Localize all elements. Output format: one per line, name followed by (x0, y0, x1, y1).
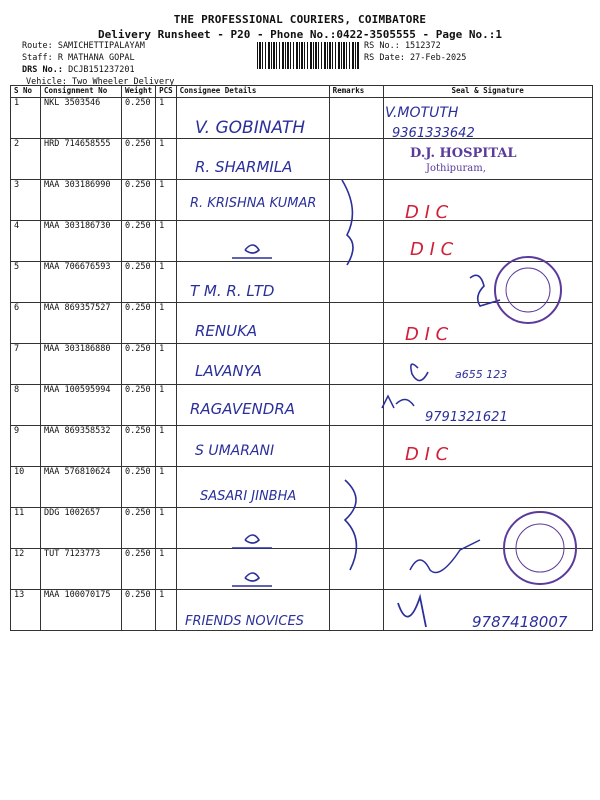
sno-cell: 8 (11, 385, 41, 426)
pcs-cell: 1 (156, 98, 177, 139)
hw-consignee-7: LAVANYA (195, 362, 262, 380)
staff-line: Staff: R MATHANA GOPAL (22, 53, 135, 63)
runsheet-table (10, 85, 593, 631)
drs-value: DCJB151237201 (68, 65, 135, 75)
barcode (257, 42, 359, 69)
table-row (11, 221, 593, 262)
pcs-cell: 1 (156, 180, 177, 221)
sno-cell: 10 (11, 467, 41, 508)
consignment-cell: MAA 303186730 (41, 221, 122, 262)
consignment-cell: MAA 303186880 (41, 344, 122, 385)
sno-cell: 2 (11, 139, 41, 180)
consignee-cell (176, 426, 329, 467)
seal-signature-cell (383, 385, 592, 426)
consignment-cell: MAA 100070175 (41, 590, 122, 631)
route-line: Route: SAMICHETTIPALAYAM (22, 41, 145, 51)
weight-cell: 0.250 (122, 344, 156, 385)
weight-cell: 0.250 (122, 98, 156, 139)
remarks-cell (329, 549, 383, 590)
table-row (11, 344, 593, 385)
consignee-cell (176, 590, 329, 631)
weight-cell: 0.250 (122, 426, 156, 467)
hw-dic-4: D I C (410, 239, 454, 260)
seal-signature-cell (383, 426, 592, 467)
pcs-cell: 1 (156, 426, 177, 467)
pcs-cell: 1 (156, 467, 177, 508)
seal-signature-cell (383, 590, 592, 631)
consignee-cell (176, 303, 329, 344)
remarks-cell (329, 262, 383, 303)
consignment-cell: MAA 869358532 (41, 426, 122, 467)
col-remarks: Remarks (329, 86, 383, 98)
pcs-cell: 1 (156, 590, 177, 631)
pcs-cell: 1 (156, 549, 177, 590)
pcs-cell: 1 (156, 385, 177, 426)
remarks-cell (329, 303, 383, 344)
table-row (11, 385, 593, 426)
vehicle-line: Vehicle: Two Wheeler Delivery (26, 77, 175, 87)
table-row (11, 262, 593, 303)
hw-consignee-10: SASARI JINBHA (200, 489, 297, 504)
sno-cell: 11 (11, 508, 41, 549)
sno-cell: 1 (11, 98, 41, 139)
table-header-row (11, 86, 593, 98)
pcs-cell: 1 (156, 344, 177, 385)
consignee-cell (176, 344, 329, 385)
weight-cell: 0.250 (122, 508, 156, 549)
consignee-cell (176, 262, 329, 303)
route-info (22, 40, 174, 88)
consignee-cell (176, 467, 329, 508)
remarks-cell (329, 344, 383, 385)
drs-line (22, 64, 174, 76)
table-row (11, 508, 593, 549)
remarks-cell (329, 385, 383, 426)
pcs-cell: 1 (156, 221, 177, 262)
consignee-cell (176, 139, 329, 180)
consignment-cell: MAA 869357527 (41, 303, 122, 344)
consignment-cell: TUT 7123773 (41, 549, 122, 590)
rs-date: RS Date: 27-Feb-2025 (364, 53, 467, 63)
consignment-cell: MAA 100595994 (41, 385, 122, 426)
consignment-cell: DDG 1002657 (41, 508, 122, 549)
hw-consignee-9: S UMARANI (195, 443, 275, 459)
seal-signature-cell (383, 98, 592, 139)
hw-consignee-8: RAGAVENDRA (190, 400, 296, 418)
hw-dic-6: D I C (405, 324, 449, 345)
consignee-cell (176, 508, 329, 549)
sno-cell: 12 (11, 549, 41, 590)
remarks-cell (329, 221, 383, 262)
hw-consignee-6: RENUKA (195, 322, 258, 340)
consignee-cell (176, 221, 329, 262)
sno-cell: 5 (11, 262, 41, 303)
hw-consignee-3: R. KRISHNA KUMAR (190, 196, 317, 211)
table-row (11, 303, 593, 344)
sno-cell: 13 (11, 590, 41, 631)
pcs-cell: 1 (156, 139, 177, 180)
consignee-cell (176, 385, 329, 426)
remarks-cell (329, 508, 383, 549)
pcs-cell: 1 (156, 508, 177, 549)
remarks-cell (329, 139, 383, 180)
runsheet-subtitle: Delivery Runsheet - P20 - Phone No.:0422-3505555 - Page No.:1 (98, 28, 502, 41)
sno-cell: 7 (11, 344, 41, 385)
seal-signature-cell (383, 467, 592, 508)
weight-cell: 0.250 (122, 467, 156, 508)
seal-signature-cell (383, 303, 592, 344)
table-row (11, 549, 593, 590)
consignment-cell: MAA 576810624 (41, 467, 122, 508)
consignment-cell: HRD 714658555 (41, 139, 122, 180)
col-weight: Weight (122, 86, 156, 98)
sno-cell: 9 (11, 426, 41, 467)
consignment-cell: MAA 706676593 (41, 262, 122, 303)
sno-cell: 4 (11, 221, 41, 262)
col-pcs: PCS (156, 86, 177, 98)
rs-info (364, 40, 466, 64)
seal-signature-cell (383, 344, 592, 385)
consignee-cell (176, 549, 329, 590)
hw-sig-phone-13: 9787418007 (472, 613, 568, 631)
hospital-stamp-place: Jothipuram, (426, 163, 486, 174)
hw-sig-name-1: V.MOTUTH (385, 105, 459, 121)
hw-sig-note-7: a655 123 (455, 368, 508, 381)
hw-dic-3: D I C (405, 202, 449, 223)
hw-consignee-5: T M. R. LTD (190, 282, 275, 300)
pcs-cell: 1 (156, 262, 177, 303)
weight-cell: 0.250 (122, 262, 156, 303)
weight-cell: 0.250 (122, 590, 156, 631)
weight-cell: 0.250 (122, 221, 156, 262)
consignment-cell: NKL 3503546 (41, 98, 122, 139)
weight-cell: 0.250 (122, 180, 156, 221)
weight-cell: 0.250 (122, 303, 156, 344)
col-consignment: Consignment No (41, 86, 122, 98)
sno-cell: 3 (11, 180, 41, 221)
hw-consignee-2: R. SHARMILA (195, 158, 293, 176)
hw-consignee-13: FRIENDS NOVICES (185, 614, 304, 629)
remarks-cell (329, 590, 383, 631)
remarks-cell (329, 467, 383, 508)
pcs-cell: 1 (156, 303, 177, 344)
col-seal-signature: Seal & Signature (383, 86, 592, 98)
weight-cell: 0.250 (122, 549, 156, 590)
col-sno: S No (11, 86, 41, 98)
seal-signature-cell (383, 180, 592, 221)
table-row (11, 590, 593, 631)
hw-consignee-1: V. GOBINATH (195, 118, 305, 138)
weight-cell: 0.250 (122, 139, 156, 180)
consignee-cell (176, 180, 329, 221)
hw-sig-phone-8: 9791321621 (425, 410, 508, 425)
sno-cell: 6 (11, 303, 41, 344)
remarks-cell (329, 180, 383, 221)
table-row (11, 98, 593, 139)
hw-dic-9: D I C (405, 444, 449, 465)
weight-cell: 0.250 (122, 385, 156, 426)
company-title: THE PROFESSIONAL COURIERS, COIMBATORE (173, 13, 427, 26)
remarks-cell (329, 426, 383, 467)
drs-label: DRS No.: (22, 65, 63, 75)
hw-sig-phone-1: 9361333642 (392, 126, 475, 141)
table-row (11, 467, 593, 508)
seal-signature-cell (383, 221, 592, 262)
hospital-stamp-name: D.J. HOSPITAL (410, 146, 517, 161)
seal-signature-cell (383, 262, 592, 303)
col-consignee: Consignee Details (176, 86, 329, 98)
consignment-cell: MAA 303186990 (41, 180, 122, 221)
seal-signature-cell (383, 508, 592, 549)
table-row (11, 180, 593, 221)
table-row (11, 426, 593, 467)
seal-signature-cell (383, 549, 592, 590)
remarks-cell (329, 98, 383, 139)
rs-no: RS No.: 1512372 (364, 41, 441, 51)
consignee-cell (176, 98, 329, 139)
